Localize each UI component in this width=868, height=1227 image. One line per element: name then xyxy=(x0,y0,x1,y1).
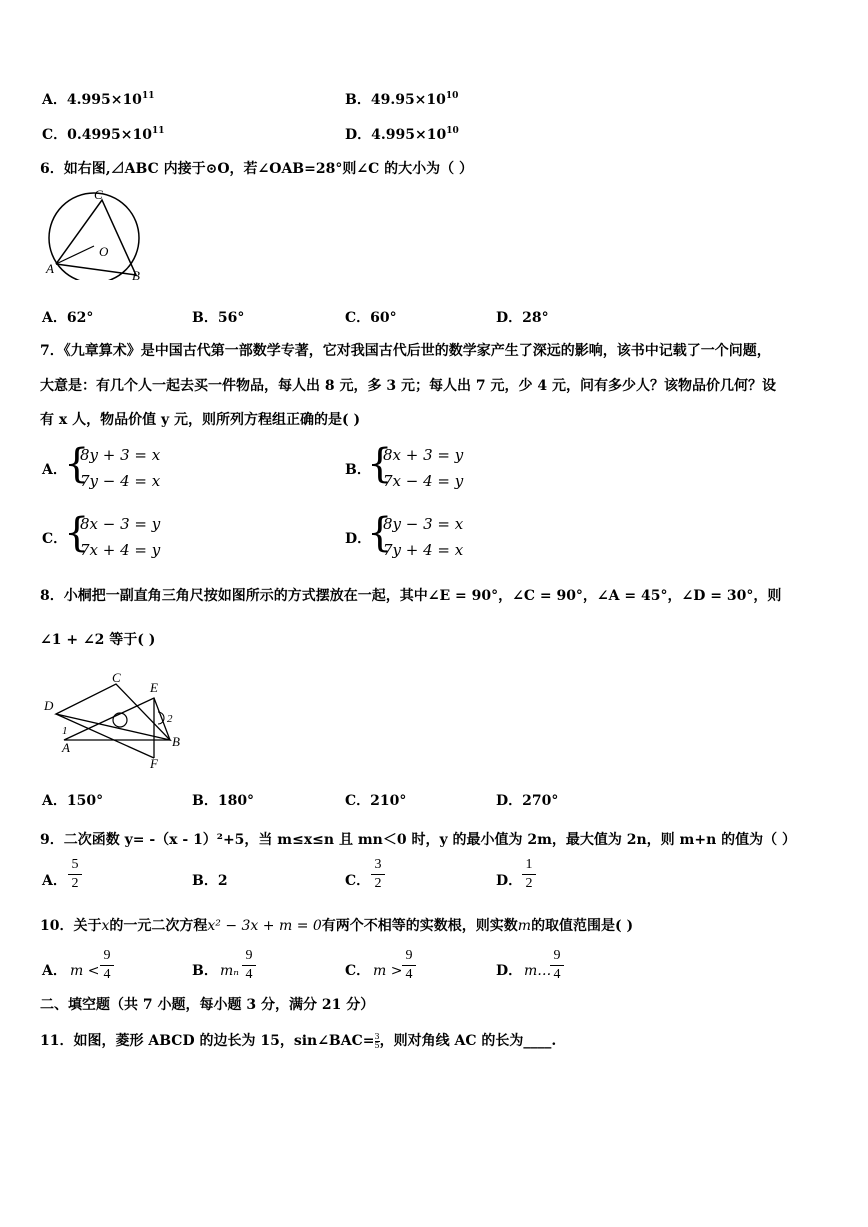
q6-option-a: A．62° xyxy=(42,310,94,326)
q9-option-c-fraction xyxy=(371,857,385,892)
label-b: B xyxy=(172,734,180,749)
q5-option-d xyxy=(345,126,459,144)
stem-text: 的取值范围是( ) xyxy=(531,918,634,934)
section-2-heading: 二、填空题（共 7 小题，每小题 3 分，满分 21 分） xyxy=(40,997,375,1013)
numerator: 9 xyxy=(103,948,111,963)
q7-line-3: 有 x 人，物品价值 y 元，则所列方程组正确的是( ) xyxy=(40,412,361,428)
stem-text: . xyxy=(551,1033,557,1049)
numerator: 9 xyxy=(245,948,253,963)
denominator: 2 xyxy=(374,876,382,891)
q10-option-c-label: C． xyxy=(345,963,371,979)
q7-option-c-label: C． xyxy=(42,531,68,547)
q9-option-c-label: C． xyxy=(345,873,371,889)
q7-line-2: 大意是：有几个人一起去买一件物品，每人出 8 元，多 3 元；每人出 7 元，少 4 元，问有多少人？该物品价几何？设 xyxy=(40,378,776,394)
q8-line-1: 8．小桐把一副直角三角尺按如图所示的方式摆放在一起，其中∠E = 90°，∠C = 90°，∠A = 45°，∠D = 30°，则 xyxy=(40,588,782,604)
q10-option-b-label: B． xyxy=(192,963,218,979)
answer-blank[interactable]: ____ xyxy=(523,1033,552,1049)
q6-circle-figure xyxy=(44,188,148,280)
option-label: C． xyxy=(42,127,68,143)
label-a: A xyxy=(46,261,54,276)
q7-option-a-label: A． xyxy=(42,462,67,478)
denominator: 2 xyxy=(71,876,79,891)
equation: x² − 3x + m = 0 xyxy=(207,918,322,934)
denominator: 4 xyxy=(245,967,253,982)
q10-option-d-label: D． xyxy=(496,963,523,979)
denominator: 4 xyxy=(103,967,111,982)
q6-option-d: D．28° xyxy=(496,310,549,326)
variable-x: x xyxy=(101,918,110,934)
option-exponent: 11 xyxy=(151,126,165,136)
option-exponent: 11 xyxy=(141,91,155,101)
denominator: 4 xyxy=(553,967,561,982)
equation-1: 8x − 3 = y xyxy=(80,515,161,533)
numerator: 3 xyxy=(374,857,382,872)
label-e: E xyxy=(150,680,158,695)
q10-stem xyxy=(40,917,633,935)
q8-triangles-figure xyxy=(40,670,190,770)
option-text: 49.95×10 xyxy=(370,92,446,108)
equation-2: 7y − 4 = x xyxy=(80,472,161,490)
q10-option-d-expr: m… xyxy=(524,963,552,979)
equation-2: 7x + 4 = y xyxy=(80,541,161,559)
option-text: 0.4995×10 xyxy=(67,127,152,143)
q8-option-d: D．270° xyxy=(496,793,559,809)
equation-2: 7y + 4 = x xyxy=(383,541,464,559)
option-text: 4.995×10 xyxy=(371,127,447,143)
label-d: D xyxy=(44,698,54,713)
equation-1: 8x + 3 = y xyxy=(383,446,464,464)
triangle-abc xyxy=(56,200,136,275)
numerator: 9 xyxy=(405,948,413,963)
equation-1: 8y − 3 = x xyxy=(383,515,464,533)
option-label: D． xyxy=(345,127,372,143)
denominator: 2 xyxy=(525,876,533,891)
angle-1-arc xyxy=(113,713,127,727)
q6-stem: 6．如右图,⊿ABC 内接于⊙O，若∠OAB=28°则∠C 的大小为（ ） xyxy=(40,161,473,177)
numerator: 3 xyxy=(374,1031,380,1041)
stem-text: 11．如图，菱形 ABCD 的边长为 15，sin∠BAC= xyxy=(40,1033,375,1049)
q10-option-b-expr: mₙ xyxy=(220,963,239,979)
brace-icon: { xyxy=(367,510,393,556)
option-text: 4.995×10 xyxy=(66,92,142,108)
stem-text: 的一元二次方程 xyxy=(109,918,208,934)
brace-icon: { xyxy=(367,441,393,487)
option-exponent: 10 xyxy=(446,126,459,136)
denominator: 5 xyxy=(374,1040,380,1050)
q10-option-a-label: A． xyxy=(42,963,67,979)
q9-option-d-label: D． xyxy=(496,873,523,889)
label-2: 2 xyxy=(167,713,173,725)
brace-icon: { xyxy=(64,441,90,487)
q8-option-a: A．150° xyxy=(42,793,104,809)
label-f: F xyxy=(150,756,158,770)
label-c: C xyxy=(112,670,121,685)
numerator: 5 xyxy=(71,857,79,872)
q7-option-d-label: D． xyxy=(345,531,372,547)
q7-option-b-label: B． xyxy=(345,462,371,478)
denominator: 4 xyxy=(405,967,413,982)
q10-option-c-expr: m > xyxy=(373,963,403,979)
q5-option-b xyxy=(345,91,458,109)
equation-1: 8y + 3 = x xyxy=(80,446,161,464)
stem-text: 10．关于 xyxy=(40,918,102,934)
q10-option-c-fraction xyxy=(402,948,416,983)
label-a: A xyxy=(62,740,70,755)
option-label: B． xyxy=(345,92,371,108)
q9-option-a-fraction xyxy=(68,857,82,892)
option-exponent: 10 xyxy=(445,91,459,101)
q10-option-a-expr: m < xyxy=(70,963,100,979)
numerator: 1 xyxy=(525,857,533,872)
label-c: C xyxy=(94,188,103,202)
stem-text: 有两个不相等的实数根，则实数 xyxy=(321,918,518,934)
q8-option-c: C．210° xyxy=(345,793,407,809)
q6-option-b: B．56° xyxy=(192,310,245,326)
q6-option-c: C．60° xyxy=(345,310,397,326)
q10-option-a-fraction xyxy=(100,948,114,983)
q9-option-a-label: A． xyxy=(42,873,67,889)
stem-text: ，则对角线 AC 的长为 xyxy=(379,1033,524,1049)
q8-option-b: B．180° xyxy=(192,793,255,809)
label-b: B xyxy=(132,268,140,280)
q11-stem xyxy=(40,1032,556,1050)
q9-option-d-fraction xyxy=(522,857,536,892)
q7-line-1: 7．《九章算术》是中国古代第一部数学专著，它对我国古代后世的数学家产生了深远的影响，该书中记载了一个问题， xyxy=(40,343,771,359)
brace-icon: { xyxy=(64,510,90,556)
q10-option-d-fraction xyxy=(550,948,564,983)
numerator: 9 xyxy=(553,948,561,963)
label-o: O xyxy=(99,244,109,259)
option-label: A． xyxy=(42,92,67,108)
variable-m: m xyxy=(517,918,532,934)
q5-option-a xyxy=(42,91,154,109)
circle-o xyxy=(49,193,139,280)
label-1: 1 xyxy=(62,725,68,737)
q5-option-c xyxy=(42,126,164,144)
q8-line-2: ∠1 + ∠2 等于( ) xyxy=(40,632,156,648)
q9-option-b: B．2 xyxy=(192,873,228,889)
equation-2: 7x − 4 = y xyxy=(383,472,464,490)
q9-stem: 9．二次函数 y= -（x - 1）²+5，当 m≤x≤n 且 mn＜0 时，y 的最小值为 2m，最大值为 2n，则 m+n 的值为（ ） xyxy=(40,832,797,848)
q10-option-b-fraction xyxy=(242,948,256,983)
